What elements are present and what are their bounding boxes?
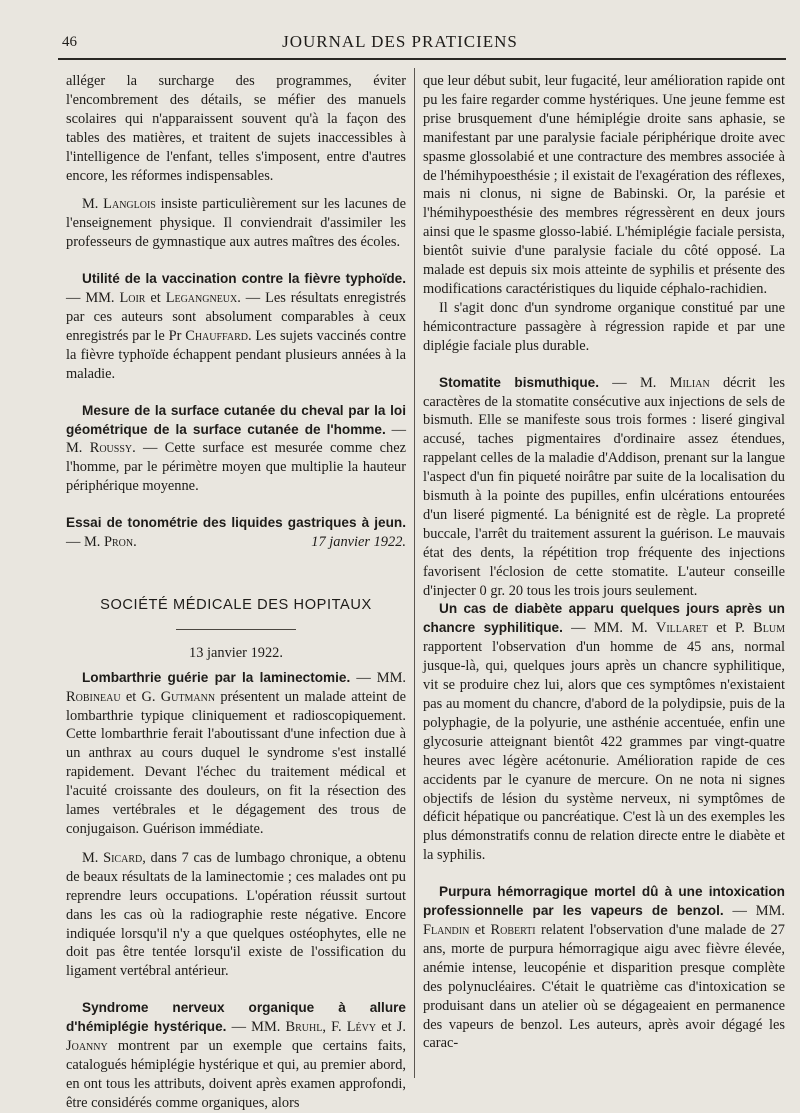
sep: . xyxy=(133,534,137,551)
article-text: . — Les résultats enregistrés par ces auteurs sont absolument comparables à ceux enregistrés par le Pr xyxy=(66,290,406,344)
left-column xyxy=(66,72,406,1113)
paragraph-conclusion: Il s'agit donc d'un syndrome organique constitué par une hémicontracture passagère à régression rapide et par une diplégie faciale plus durable. xyxy=(423,299,785,354)
article-text: rapportent l'observation d'un homme de 45 ans, normal jusque-là, qui, quelques jours après un chancre syphilitique, vit se produire chez lui, alors que ces symptômes n'existaient pas au moment du chancre, d'abord de la polydipsie, puis de la polyphagie, de la polyurie, une asthénie accentuée, enfin une glycosurie atteignant bientôt 422 grammes par vingt-quatre heures avec légère acétonurie. Amélioration rapide de ces accidents par le cyanure de mercure. On ne nota ni signes objectifs de lésion du système nerveux, ni symptômes de déficit hépatique ou pancréatique. C'est là un des exemples les plus démonstratifs connu de relation directe entre le diabète et la syphilis. xyxy=(423,639,785,864)
author-name: Loir xyxy=(119,290,146,307)
article-title: Lombarthrie guérie par la laminectomie. xyxy=(82,669,351,685)
session-date-end: 17 janvier 1922. xyxy=(311,534,406,551)
article-text: . Les sujets vaccinés contre la fièvre typhoïde échappent pendant plusieurs années à la maladie. xyxy=(66,327,406,382)
column-divider xyxy=(414,68,415,1078)
author-name: Legangneux xyxy=(165,290,238,307)
article-vaccination xyxy=(66,270,406,383)
article-title: Un cas de diabète apparu quelques jours après un chancre syphilitique. xyxy=(423,601,785,636)
article-dash: — M. xyxy=(599,374,670,391)
article-title: Syndrome nerveux organique à allure d'hémiplégie hystérique. xyxy=(66,1000,406,1035)
article-syndrome-nerveux xyxy=(66,999,406,1112)
author-name: Bruhl xyxy=(285,1019,323,1036)
session-date: 13 janvier 1922. xyxy=(189,644,283,661)
author-name: Roberti xyxy=(490,921,536,938)
article-conj: et xyxy=(145,290,166,307)
page-number: 46 xyxy=(62,34,77,50)
right-column xyxy=(423,72,785,1053)
author-name: Joanny xyxy=(66,1038,108,1055)
section-rule xyxy=(176,629,296,630)
article-purpura xyxy=(423,883,785,1053)
author-name: Lévy xyxy=(346,1019,377,1036)
article-dash: — MM. xyxy=(350,669,406,686)
paragraph-continuation: que leur début subit, leur fugacité, leur amélioration rapide ont pu les faire regarder comme hystériques. Une jeune femme est prise brusquement d'une hémiplégie droite sans aphasie, se manifestant par une paralysie faciale périphérique droite avec spasme glossolabié et une contracture des membres associée à de l'hémihypoesthésie ; il existait de l'exagération des réflexes, mais ni clonus, ni signe de Babinski. Or, la parésie et l'hémihypoesthésie des membres régressèrent en deux jours ainsi que le spasme glosso-labié. L'hémiplégie faciale persista, bientôt suivie d'une paralysie faciale du côté opposé. La malade est depuis six mois atteinte de syphilis et présente des modifications caractéristiques du liquide céphalo-rachidien. xyxy=(423,73,785,297)
author-name: M. Sicard xyxy=(82,849,143,866)
paragraph-text: insiste particulièrement sur les lacunes de l'enseignement physique. Il conviendrait d'assimiler les professeurs de gymnastique aux autres maîtres des écoles. xyxy=(66,196,407,251)
author-name: Blum xyxy=(753,620,785,637)
paragraph-sicard xyxy=(66,849,406,981)
article-text: montrent par un exemple que certains faits, catalogués hémiplégie hystérique et qui, au premier abord, en ont tous les attributs, doivent après examen approfondi, être considérés comme organiques, alors xyxy=(66,1038,406,1111)
paragraph-text: , dans 7 cas de lumbago chronique, a obtenu de beaux résultats de la laminectomie ; ces malades ont pu reprendre leurs occupations. L'opération réussit surtout dans les cas où la radiographie reste négative. Encore indiquée lorsqu'il n'y a que quelques ostéophytes, elle ne doit pas être tentée lorsqu'il existe de l'ossification du ligament vertébral antérieur. xyxy=(66,849,407,980)
page-header xyxy=(0,28,800,62)
article-dash: — M. xyxy=(66,421,406,457)
article-title: Utilité de la vaccination contre la fièvre typhoïde. xyxy=(82,271,406,287)
article-conj: et P. xyxy=(707,620,754,637)
author-name: Gutmann xyxy=(160,688,216,705)
article-text: . — Cette surface est mesurée comme chez l'homme, par le périmètre moyen que multiplie la hauteur périphérique moyenne. xyxy=(66,440,406,495)
article-conj: et G. xyxy=(120,688,161,705)
paragraph-reforms: alléger la surcharge des programmes, éviter l'encombrement des détails, se méfier des manuels scolaires qui n'apparaissent souvent qu'à la façon des tables des matières, et traitent de sujets inaccessibles à l'intelligence de l'enfant, telles s'imposent, entre d'autres encore, les réformes indispensables. xyxy=(66,73,406,184)
journal-title: JOURNAL DES PRATICIENS xyxy=(282,32,518,51)
article-conj: et xyxy=(469,921,491,938)
article-tonometrie xyxy=(66,514,406,552)
header-rule xyxy=(58,58,786,60)
author-name: Pron xyxy=(103,534,134,551)
article-lombarthrie xyxy=(66,669,406,839)
article-text: décrit les caractères de la stomatite consécutive aux injections de sels de bismuth. Elle se manifeste sous trois formes : liseré gingival accusé, taches pigmentaires d'ordinaire assez étendues, rappelant celles de la maladie d'Addison, prenant sur la langue l'aspect d'un fin piqueté noirâtre par suite de la localisation du bismuth à la pointe des pupilles, enfin ulcérations entourées d'un liseré pigmenté. La bénignité est de règle. La propreté buccale, l'arrêt du traitement assurent la guérison. Le mauvais état des dents, la répétition trop fréquente des injections favorisent l'éclosion de cette stomatite. L'auteur conseille d'injecter 0 gr. 20 tous les trois jours seulement. xyxy=(423,374,785,599)
article-surface-cutanee xyxy=(66,402,406,497)
article-conj: et J. xyxy=(376,1019,406,1036)
article-text: relatent l'observation d'une malade de 27 ans, morte de purpura hémorragique aigu avec fièvre élevée, anémie intense, leucopénie et disparition presque complète des polynucléaires. C'était le quatrième cas d'intoxication se produisant dans un atelier où se dégageaient en permanence des vapeurs de benzol. Les auteurs, après avoir dégagé les carac- xyxy=(423,921,785,1052)
article-dash: — MM. xyxy=(723,903,785,920)
author-name: Flandin xyxy=(423,921,470,938)
article-title: Essai de tonométrie des liquides gastriques à jeun. xyxy=(66,515,406,531)
author-name: Roussy xyxy=(89,440,133,457)
author-name: M. Langlois xyxy=(82,196,156,213)
article-stomatite xyxy=(423,374,785,601)
article-title: Mesure de la surface cutanée du cheval par la loi géométrique de la surface cutanée de l'homme. xyxy=(66,402,406,437)
article-dash: — MM. xyxy=(226,1019,286,1036)
author-name: Milian xyxy=(669,374,710,391)
article-title: Purpura hémorragique mortel dû à une intoxication professionnelle par les vapeurs de benzol. xyxy=(423,884,785,919)
author-name: Villaret xyxy=(655,620,708,637)
article-dash: — MM. M. xyxy=(562,620,656,637)
author-name: Robineau xyxy=(66,688,121,705)
article-dash: — MM. xyxy=(66,290,120,307)
article-diabete xyxy=(423,600,785,865)
article-dash: — M. xyxy=(66,534,104,551)
author-name: Chauffard xyxy=(185,327,248,344)
article-conj: , F. xyxy=(322,1019,347,1036)
article-title: Stomatite bismuthique. xyxy=(439,374,599,390)
section-heading: SOCIÉTÉ MÉDICALE DES HOPITAUX xyxy=(100,596,372,613)
article-text: présentent un malade atteint de lombarthrie typique cliniquement et radioscopiquement. Cette lombarthrie ferait l'aboutissant d'une infection due à un anthrax au cours duquel le syndrome s'est installé rapidement. Devant l'échec du traitement médical et l'acuité croissante des douleurs, on fit la résection des lames vertébrales et le dégagement des trous de conjugaison. Guérison immédiate. xyxy=(66,688,407,837)
paragraph-langlois xyxy=(66,195,406,252)
